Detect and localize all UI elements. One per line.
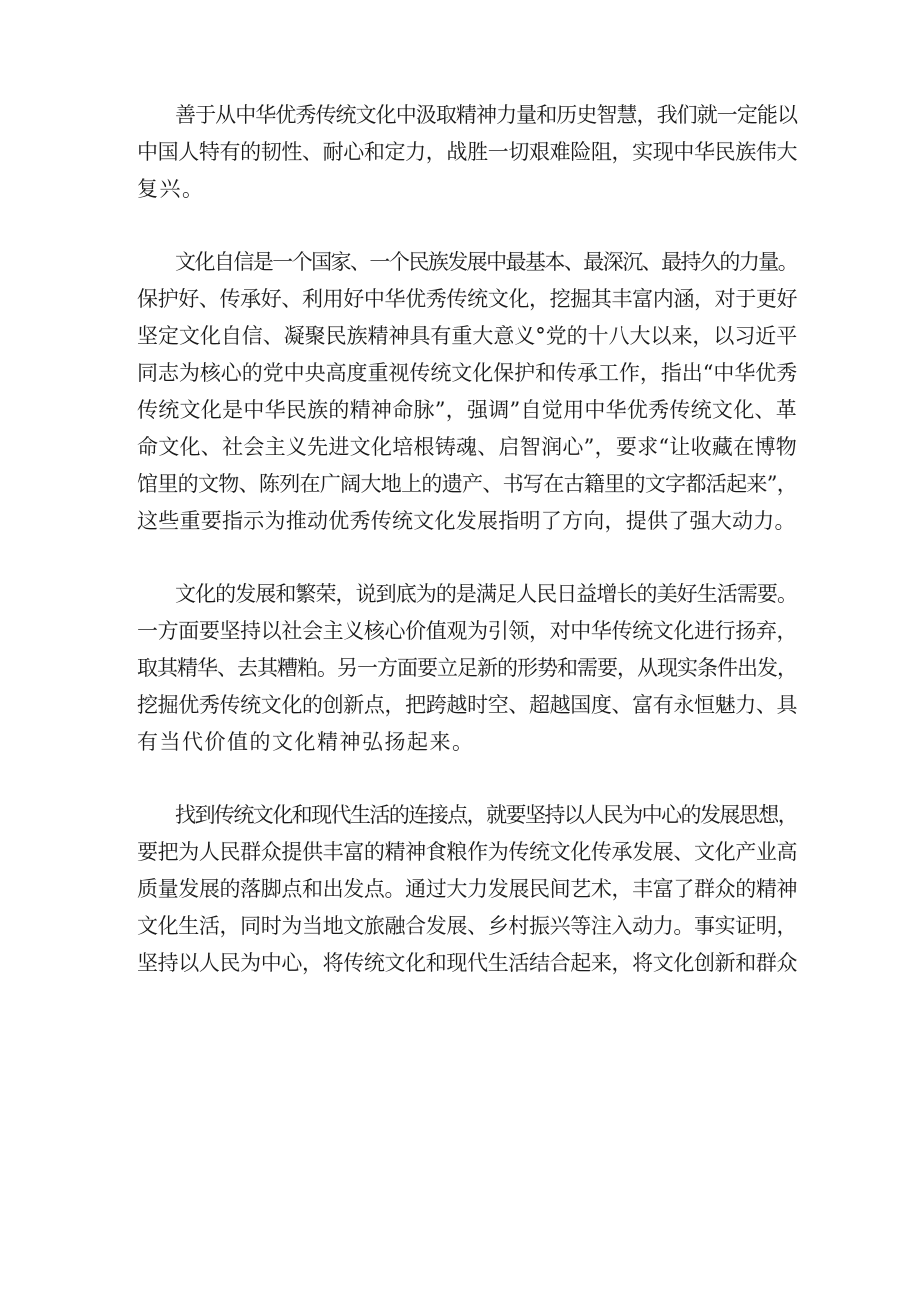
- paragraph-spacer: [137, 540, 797, 576]
- paragraph-line: 馆里的文物、陈列在广阔大地上的遗产、书写在古籍里的文字都活起来”，: [137, 472, 797, 496]
- paragraph-1: [137, 97, 797, 208]
- paragraph-spacer: [137, 761, 797, 797]
- paragraph-line: 复兴。: [137, 177, 205, 201]
- paragraph-3: [137, 576, 797, 761]
- paragraph-4: [137, 797, 797, 982]
- paragraph-line: 善于从中华优秀传统文化中汲取精神力量和历史智慧，我们就一定能以: [175, 103, 797, 127]
- paragraph-line: 中国人特有的韧性、耐心和定力，战胜一切艰难险阻，实现中华民族伟大: [137, 140, 797, 164]
- paragraph-line: 文化生活，同时为当地文旅融合发展、乡村振兴等注入动力。事实证明，: [137, 914, 797, 938]
- paragraph-line: 质量发展的落脚点和出发点。通过大力发展民间艺术，丰富了群众的精神: [137, 877, 797, 901]
- document-body: [137, 97, 797, 982]
- paragraph-line: 有当代价值的文化精神弘扬起来。: [137, 730, 475, 754]
- paragraph-line: 文化的发展和繁荣，说到底为的是满足人民日益增长的美好生活需要。: [175, 582, 797, 606]
- paragraph-line: 取其精华、去其糟粕。另一方面要立足新的形势和需要，从现实条件出发，: [137, 656, 797, 680]
- paragraph-line: 传统文化是中华民族的精神命脉”，强调”自觉用中华优秀传统文化、革: [137, 398, 797, 422]
- paragraph-line: 要把为人民群众提供丰富的精神食粮作为传统文化传承发展、文化产业高: [137, 840, 797, 864]
- paragraph-spacer: [137, 208, 797, 244]
- paragraph-line: 坚持以人民为中心，将传统文化和现代生活结合起来，将文化创新和群众: [137, 951, 797, 975]
- paragraph-line: 坚定文化自信、凝聚民族精神具有重大意义°党的十八大以来，以习近平: [137, 324, 797, 348]
- paragraph-2: [137, 244, 797, 540]
- paragraph-line: 文化自信是一个国家、一个民族发展中最基本、最深沉、最持久的力量。: [175, 250, 797, 274]
- paragraph-line: 保护好、传承好、利用好中华优秀传统文化，挖掘其丰富内涵，对于更好: [137, 287, 797, 311]
- paragraph-line: 同志为核心的党中央高度重视传统文化保护和传承工作，指出“中华优秀: [137, 361, 797, 385]
- paragraph-line: 一方面要坚持以社会主义核心价值观为引领，对中华传统文化进行扬弃，: [137, 619, 797, 643]
- paragraph-line: 找到传统文化和现代生活的连接点，就要坚持以人民为中心的发展思想，: [175, 803, 797, 827]
- paragraph-line: 这些重要指示为推动优秀传统文化发展指明了方向，提供了强大动力。: [137, 509, 796, 533]
- paragraph-line: 命文化、社会主义先进文化培根铸魂、启智润心”，要求“让收藏在博物: [137, 435, 797, 459]
- paragraph-line: 挖掘优秀传统文化的创新点，把跨越时空、超越国度、富有永恒魅力、具: [137, 693, 797, 717]
